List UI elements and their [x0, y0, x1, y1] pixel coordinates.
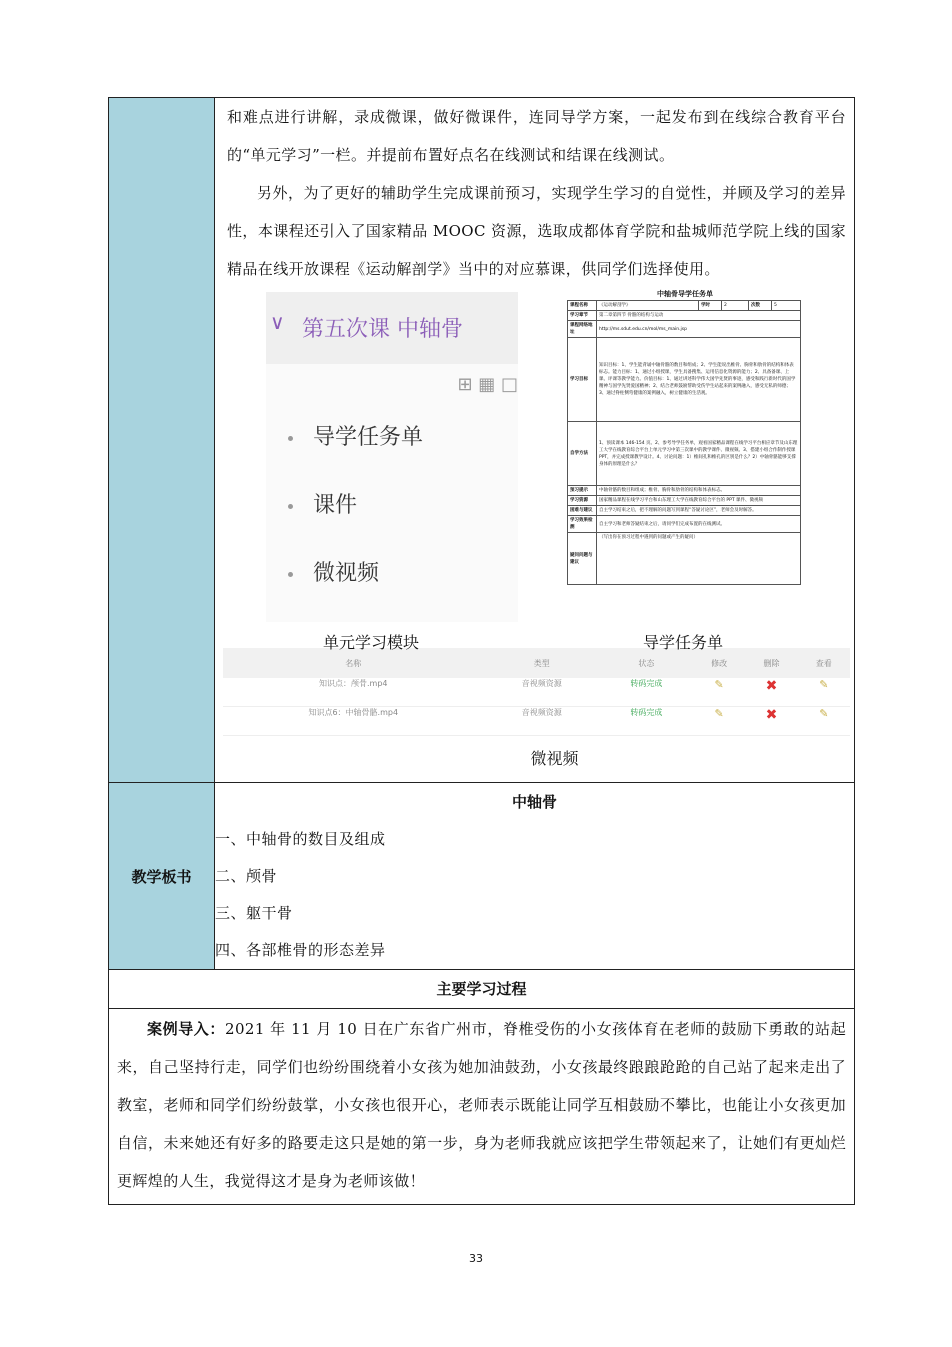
edit-icon[interactable]: ✎	[693, 678, 745, 707]
view-toggle-icons: ⊞ ▦ □	[457, 374, 518, 395]
case-lead: 案例导入：	[147, 1020, 225, 1038]
board-item-1: 一、中轴骨的数目及组成	[215, 830, 386, 848]
intro-content-cell	[215, 98, 855, 783]
task-sheet-title: 中轴骨导学任务单	[657, 290, 713, 298]
delete-icon[interactable]: ✖	[745, 707, 797, 736]
chevron-down-icon: ∨	[270, 310, 285, 334]
table-row: 知识点6：中轴骨骼.mp4 音视频资源 转码完成 ✎ ✖ ✎	[223, 707, 850, 736]
board-content-cell	[215, 783, 855, 970]
figures-area	[215, 288, 854, 652]
case-row	[109, 1009, 855, 1205]
intro-paragraph-2: 另外，为了更好的辅助学生完成课前预习，实现学生学习的自觉性，并顾及学习的差异性，本课程还引入了国家精品 MOOC 资源，选取成都体育学院和盐城师范学院上线的国家精品在线开放课程《运动解剖学》当中的对应慕课，供同学们选择使用。	[227, 184, 846, 278]
view-icon[interactable]: ✎	[798, 678, 850, 707]
unit-module-screenshot	[266, 292, 518, 622]
process-title-row	[109, 970, 855, 1009]
board-label: 教学板书	[131, 867, 192, 886]
board-item-3: 三、躯干骨	[215, 904, 293, 922]
task-sheet-table: 课程名称 《运动解剖学》 学时 2 次数 5 学习章节 第二章第四节 骨骼的结构与运动 课程网络地址 http://ms.sdut.edu.cn/mol/ms_main.jsp 学习目标 知识目标：1、学生能背诵中轴骨骼的数目和组成；2、学生能说出椎骨、胸骨和肋骨的结构和体表标志。能力目标：1、通过小组授课，学生具备搜集、运用信息化资源的能力；2、具备备课、上课、评课等教学能力。价值目标：1、通过讲述科学伟大国学先贤的事迹，感受和践行新时代的国学精神与国学先贤爱国精神；2、结合老师鼓励帮助受伤学生站起来的案例融入，感受无私的师德；3、通过脊柱侧弯健康的案例融入，树立健康的生活观。 自学方法 1、预读课本 146-154 页。2、参考导学任务单，观看国家精品课程在线学习平台相应章节及山东理工大学在线教育综合平台上单元学习中第三次课中的教学课件、微视频。3、搭建小组合作制作授课 PPT，并完成授课教学设计。4、讨论问题：1）椎间孔和椎孔的区别是什么？2）中轴骨骼能够支撑身体的原理是什么？ 预习提示 中轴骨骼的数目和组成；椎骨、胸骨和肋骨的结构和体表标志。 学习资源 国家精品课程在线学习平台和山东理工大学在线教育综合平台的 PPT 课件、微视频 困难与建议 自主学习结束之后，把不理解的问题写到课程“答疑讨论区”，老师会及时解答。 学习效果检测 自主学习和老师答疑结束之后，请同学们完成布置的在线测试。 疑问问题与建议 （写出你在预习过程中遇到的问题或产生的疑问）	[567, 300, 801, 585]
table-row: 知识点：颅骨.mp4 音视频资源 转码完成 ✎ ✖ ✎	[223, 678, 850, 707]
intro-label-cell	[109, 98, 215, 783]
case-text: 2021 年 11 月 10 日在广东省广州市，脊椎受伤的小女孩体育在老师的鼓励下勇敢的站起来，自己坚持行走，同学们也纷纷围绕着小女孩为她加油鼓劲，小女孩最终踉踉跄跄的自己站了起来走出了教室，老师和同学们纷纷鼓掌，小女孩也很开心，老师表示既能让同学互相鼓励不攀比，也能让小女孩更加自信，未来她还有好多的路要走这只是她的第一步，身为老师我就应该把学生带领起来了，让她们有更灿烂更辉煌的人生，我觉得这才是身为老师该做！	[117, 1020, 846, 1190]
module-caption: 单元学习模块	[323, 633, 420, 652]
module-item-video: 微视频	[288, 556, 379, 587]
module-title: 第五次课 中轴骨	[302, 317, 463, 342]
board-title: 中轴骨	[511, 793, 557, 811]
module-header	[266, 292, 518, 364]
module-item-guide: 导学任务单	[288, 420, 423, 451]
process-title: 主要学习过程	[436, 980, 527, 998]
board-row	[109, 783, 855, 970]
board-item-4: 四、各部椎骨的形态差异	[215, 941, 386, 959]
case-cell	[109, 1009, 855, 1205]
task-sheet-caption: 导学任务单	[643, 633, 724, 652]
intro-row	[109, 98, 855, 783]
module-item-slides: 课件	[288, 488, 357, 519]
view-icon[interactable]: ✎	[798, 707, 850, 736]
board-item-2: 二、颅骨	[215, 867, 278, 885]
lesson-table	[108, 97, 855, 1205]
process-title-cell	[109, 970, 855, 1009]
edit-icon[interactable]: ✎	[693, 707, 745, 736]
board-label-cell	[109, 783, 215, 970]
case-paragraph	[109, 1009, 854, 1204]
page-number: 33	[469, 1252, 483, 1265]
task-sheet-thumbnail	[567, 288, 803, 618]
video-list-table: 名称 类型 状态 修改 删除 查看 知识点：颅骨.mp4 音视频资源 转码完成 ✎ ✖ ✎ 知识点6：中轴骨骼.mp4 音视频资源 转码完成 ✎ ✖ ✎	[223, 648, 850, 736]
video-caption: 微视频	[530, 749, 579, 768]
intro-paragraph-1: 和难点进行讲解，录成微课，做好微课件，连同导学方案，一起发布到在线综合教育平台的“单元学习”一栏。并提前布置好点名在线测试和结课在线测试。	[227, 108, 846, 164]
delete-icon[interactable]: ✖	[745, 678, 797, 707]
